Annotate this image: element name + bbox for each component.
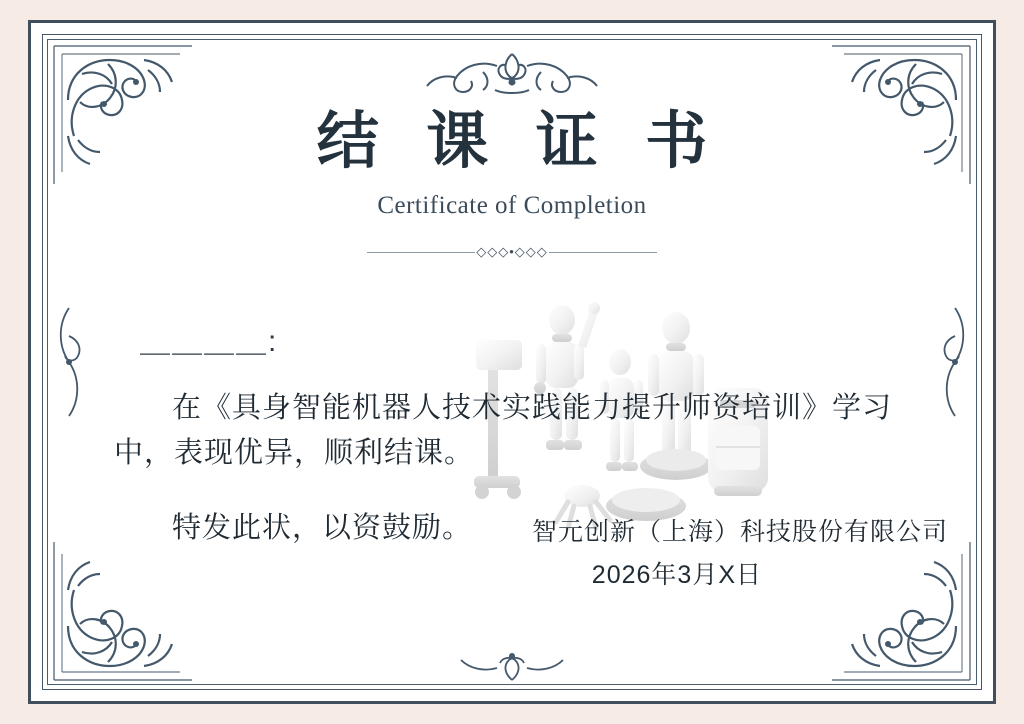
issuer-block (532, 511, 948, 599)
divider-diamonds: ◇◇◇•◇◇◇ (476, 244, 548, 260)
divider-line-right (549, 252, 657, 253)
recipient-name-field[interactable]: ＿＿＿＿: (140, 325, 279, 359)
certificate-content (70, 90, 954, 650)
body-paragraph-2: 特发此状，以资鼓励。 (172, 512, 473, 545)
page-title: 结 课 证 书 (316, 108, 724, 176)
ornament-bottom-center-icon (397, 646, 627, 686)
issue-date: 2026年3月X日 (591, 561, 762, 590)
divider-line-left (367, 252, 475, 253)
body-paragraph-1: 在《具身智能机器人技术实践能力提升师资培训》学习中，表现优异，顺利结课。 (114, 392, 893, 470)
ornament-divider (367, 244, 657, 260)
issuer-name: 智元创新（上海）科技股份有限公司 (531, 517, 948, 546)
page-subtitle: Certificate of Completion (377, 192, 647, 220)
